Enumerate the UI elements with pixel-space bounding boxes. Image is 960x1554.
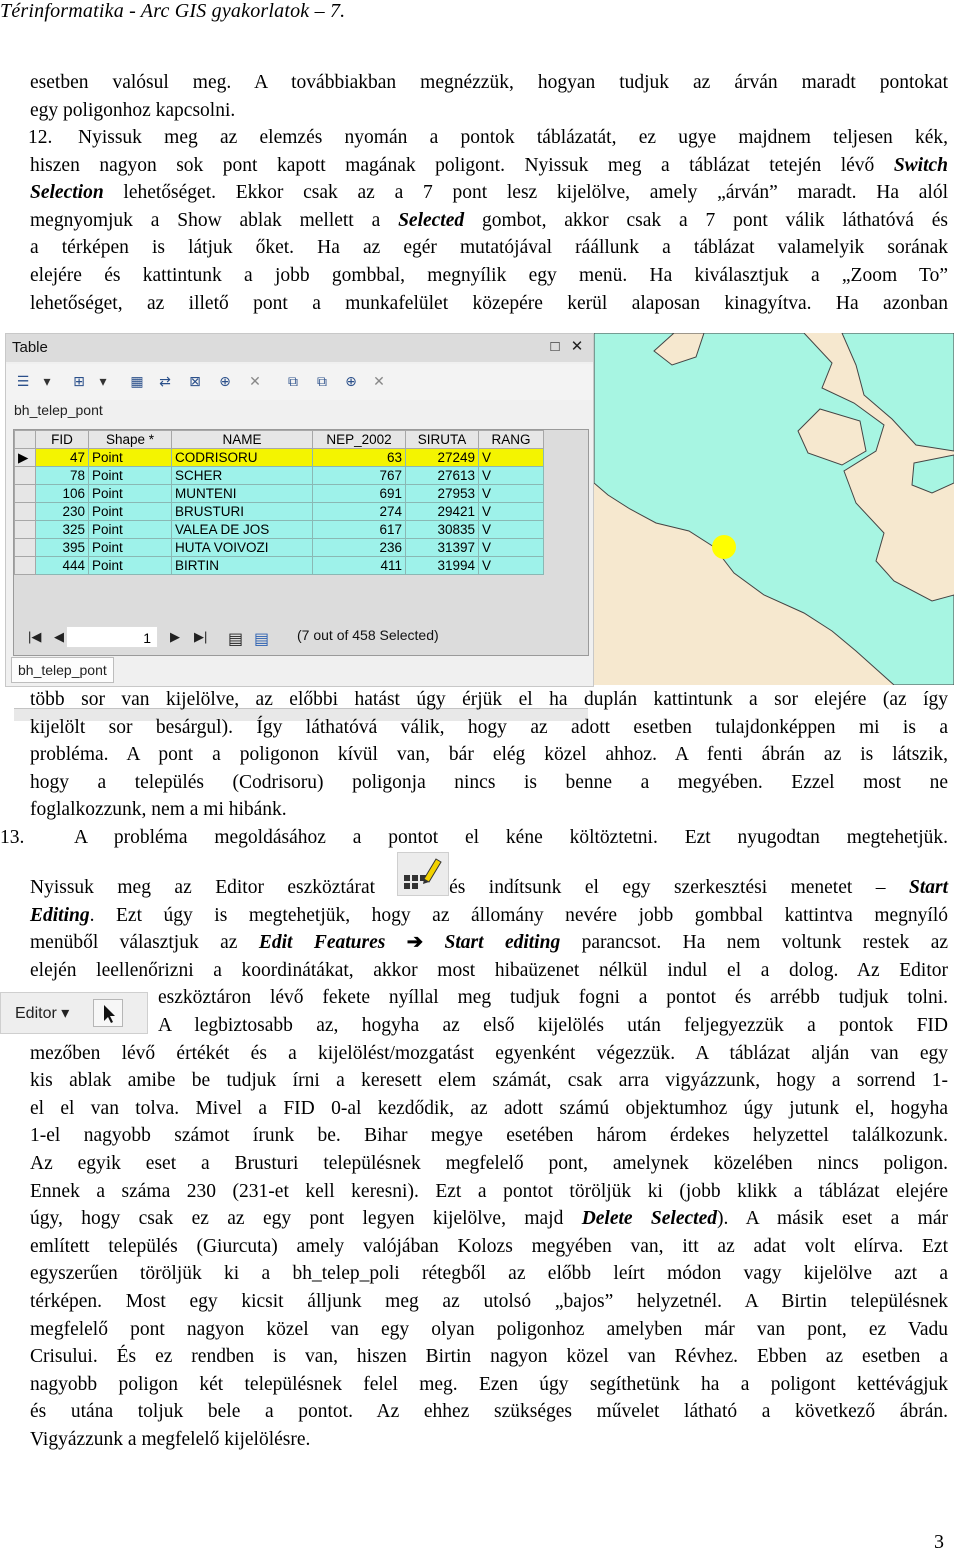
edit-tool-button[interactable] bbox=[93, 999, 123, 1027]
table-cell: 27953 bbox=[406, 485, 479, 503]
table-cell: Point bbox=[89, 485, 172, 503]
current-record-input[interactable]: 1 bbox=[66, 626, 158, 648]
table-cell: Point bbox=[89, 467, 172, 485]
text-line: mezőben lévő értékét és a kijelölést/mozgatást egyenként végezzük. A táblázat alján van egy bbox=[30, 1042, 948, 1064]
selected-point[interactable] bbox=[712, 535, 736, 559]
delete-selected-icon[interactable]: ✕ bbox=[249, 373, 261, 389]
row-selector[interactable] bbox=[15, 485, 36, 503]
row-selector[interactable] bbox=[15, 503, 36, 521]
row-selector[interactable] bbox=[15, 521, 36, 539]
row-selector[interactable] bbox=[15, 557, 36, 575]
text-line: kis ablak amibe be tudjuk írni a keresett elem számát, csak arra vigyázzunk, hogy a sorrend 1- bbox=[30, 1070, 948, 1092]
text-line: hiszen nagyon sok pont kapott magának poligont. Nyissuk meg a táblázat tetején lévő Switch bbox=[30, 154, 948, 176]
text-line: kijelölt sor besárgul). Így láthatóvá válik, hogy az adott esetben tulajdonképpen mi is a bbox=[30, 716, 948, 738]
table-cell: 617 bbox=[313, 521, 406, 539]
table-toolbar bbox=[6, 364, 593, 400]
list-number: 13. bbox=[0, 827, 25, 848]
editor-toolbar-icon bbox=[397, 852, 449, 896]
table-cell: 30835 bbox=[406, 521, 479, 539]
table-cell: VALEA DE JOS bbox=[172, 521, 313, 539]
table-cell: 236 bbox=[313, 539, 406, 557]
table-cell: CODRISORU bbox=[172, 449, 313, 467]
column-header[interactable]: RANG bbox=[479, 431, 544, 449]
table-window-titlebar bbox=[6, 334, 593, 362]
dropdown-arrow-icon[interactable]: ▾ bbox=[99, 373, 107, 389]
text-line: probléma. A pont a poligonon kívül van, bár elég közel ahhoz. A fenti ábrán az is látszik, bbox=[30, 744, 948, 766]
text-line: lehetőséget, az illető pont a munkafelület közepére kerül alaposan kinagyítva. Ha azonban bbox=[30, 292, 948, 314]
text-line: Az egyik eset a Brusturi településnek megfelelő pont, amelynek közelében nincs poligon. bbox=[30, 1152, 948, 1174]
attribute-table-grid bbox=[13, 429, 589, 656]
close-icon[interactable]: ✕ bbox=[570, 338, 584, 355]
edit-pencil-icon bbox=[398, 853, 448, 895]
column-header[interactable]: SIRUTA bbox=[406, 431, 479, 449]
table-cell: 47 bbox=[36, 449, 89, 467]
table-cell: V bbox=[479, 485, 544, 503]
text-line: Nyissuk meg az Editor eszköztárat és indítsunk el egy szerkesztési menetet – Start bbox=[30, 877, 949, 898]
layer-tab[interactable]: bh_telep_pont bbox=[11, 657, 114, 683]
list-item-12 bbox=[30, 124, 948, 317]
table-cell: 31397 bbox=[406, 539, 479, 557]
text-line: Crisului. És ez rendben is van, hiszen Birtin nagyon közel van Révhez. Ebben az esetben a bbox=[30, 1346, 948, 1368]
text-line: eszköztáron lévő fekete nyíllal meg tudjuk fogni a pontot és arrébb tudjuk tolni. bbox=[158, 987, 948, 1009]
table-cell: 78 bbox=[36, 467, 89, 485]
select-by-attributes-icon[interactable]: ▦ bbox=[130, 373, 144, 389]
text-line: Vigyázzunk a megfelelő kijelölésre. bbox=[30, 1428, 311, 1450]
table-cell: 444 bbox=[36, 557, 89, 575]
zoom-to-selected-icon[interactable]: ⊕ bbox=[219, 373, 231, 389]
editor-toolbar bbox=[0, 992, 148, 1034]
delete-icon[interactable]: ✕ bbox=[373, 373, 385, 389]
text-line: elején leellenőrizni a koordinátákat, akkor most hibaüzenet nélkül indul el a dolog. Az Editor bbox=[30, 959, 948, 981]
table-cell: 691 bbox=[313, 485, 406, 503]
continuation-paragraph bbox=[30, 686, 948, 824]
text-line: hogy a település (Codrisoru) poligonja nincs is benne a megyében. Ezzel most ne bbox=[30, 771, 948, 793]
text-line: Ennek a száma 230 (231-et kell keresni). Ezt a pontot töröljük ki (jobb klikk a táblázat elejére bbox=[30, 1180, 948, 1202]
row-selector[interactable] bbox=[15, 467, 36, 485]
last-record-icon[interactable]: ▶| bbox=[194, 629, 208, 644]
table-tool-icon[interactable]: ⧉ bbox=[317, 373, 327, 389]
text-line: megnyomjuk a Show ablak mellett a Selected gombot, akkor csak a 7 pont válik láthatóvá és bbox=[30, 209, 948, 231]
table-cell: HUTA VOIVOZI bbox=[172, 539, 313, 557]
table-cell: 395 bbox=[36, 539, 89, 557]
table-cell: 274 bbox=[313, 503, 406, 521]
text-line: elejére és kattintunk a jobb gombbal, megnyílik egy menü. Ha kiválasztjuk a „Zoom To” bbox=[30, 264, 948, 286]
table-options-icon[interactable]: ☰ bbox=[16, 373, 30, 389]
zoom-icon[interactable]: ⊕ bbox=[345, 373, 357, 389]
list-item-13-body bbox=[30, 874, 948, 1453]
table-cell: 31994 bbox=[406, 557, 479, 575]
column-header[interactable]: NEP_2002 bbox=[313, 431, 406, 449]
table-cell: 767 bbox=[313, 467, 406, 485]
table-cell: V bbox=[479, 521, 544, 539]
text-line: el el van tolva. Mivel a FID 0-al kezdődik, az adott számú objektumhoz úgy jutunk el, hogyha bbox=[30, 1097, 948, 1119]
intro-paragraph bbox=[30, 69, 948, 124]
table-cell: BIRTIN bbox=[172, 557, 313, 575]
table-cell: 27613 bbox=[406, 467, 479, 485]
text-line: több sor van kijelölve, az előbbi hatást úgy érjük el ha duplán kattintunk a sor elejére (az így bbox=[30, 689, 948, 710]
table-cell: BRUSTURI bbox=[172, 503, 313, 521]
table-cell: 325 bbox=[36, 521, 89, 539]
column-header[interactable]: NAME bbox=[172, 431, 313, 449]
table-row[interactable] bbox=[15, 467, 544, 485]
related-tables-icon[interactable]: ⊞ bbox=[73, 373, 85, 389]
selection-count: (7 out of 458 Selected) bbox=[297, 627, 439, 643]
text-line: A legbiztosabb az, hogyha az első kijelölés után feljegyezzük a pontok FID bbox=[158, 1014, 948, 1036]
table-cell: Point bbox=[89, 503, 172, 521]
text-line: A probléma megoldásához a pontot el kéne költöztetni. Ezt nyugodtan megtehetjük. bbox=[74, 827, 948, 848]
table-row[interactable] bbox=[15, 521, 544, 539]
row-selector-icon[interactable]: ▶ bbox=[15, 449, 36, 467]
dropdown-arrow-icon[interactable]: ▾ bbox=[43, 373, 51, 389]
list-item-13 bbox=[0, 824, 948, 852]
table-layer-name: bh_telep_pont bbox=[14, 402, 103, 418]
table-cell: Point bbox=[89, 521, 172, 539]
show-all-records-icon[interactable]: ▤ bbox=[228, 631, 244, 648]
clear-selection-icon[interactable]: ⊠ bbox=[189, 373, 201, 389]
table-row[interactable] bbox=[15, 557, 544, 575]
text-line: úgy, hogy csak ez az egy pont legyen kijelölve, majd Delete Selected). A másik eset a már bbox=[30, 1208, 948, 1230]
page-number: 3 bbox=[934, 1531, 944, 1553]
record-navigation bbox=[14, 624, 586, 650]
text-line: Nyissuk meg az elemzés nyomán a pontok táblázatát, ez ugye majdnem teljesen kék, bbox=[78, 127, 948, 148]
table-cell: V bbox=[479, 557, 544, 575]
attribute-table bbox=[14, 430, 544, 575]
first-record-icon[interactable]: |◀ bbox=[28, 629, 42, 644]
row-header-corner bbox=[15, 431, 36, 449]
text-line: és utána toljuk bele a pontot. Az ehhez szükséges művelet látható a következő ábrán. bbox=[30, 1401, 948, 1423]
table-cell: 29421 bbox=[406, 503, 479, 521]
text-line: 1-el nagyobb számot írunk be. Bihar megye esetében három érdekes helyzettel találkozunk. bbox=[30, 1125, 948, 1147]
table-cell: Point bbox=[89, 539, 172, 557]
table-cell: MUNTENI bbox=[172, 485, 313, 503]
table-cell: 27249 bbox=[406, 449, 479, 467]
arcgis-table-window bbox=[5, 333, 594, 687]
table-cell: 411 bbox=[313, 557, 406, 575]
editor-menu-button[interactable]: Editor ▾ bbox=[15, 1005, 70, 1022]
map-view[interactable] bbox=[594, 333, 954, 685]
text-line: nagyobb poligon két településnek felel meg. Ezen úgy segíthetünk ha a poligont kettévágjuk bbox=[30, 1373, 948, 1395]
column-header[interactable]: Shape * bbox=[89, 431, 172, 449]
text-line: esetben valósul meg. A továbbiakban megnézzük, hogyan tudjuk az árván maradt pontokat bbox=[30, 72, 948, 93]
table-cell: 63 bbox=[313, 449, 406, 467]
column-header[interactable]: FID bbox=[36, 431, 89, 449]
table-cell: 230 bbox=[36, 503, 89, 521]
maximize-icon[interactable]: □ bbox=[550, 338, 560, 355]
table-cell: Point bbox=[89, 557, 172, 575]
table-tool-icon[interactable]: ⧉ bbox=[288, 373, 298, 389]
text-line: Selection lehetőséget. Ekkor csak az a 7 pont lesz kijelölve, amely „árván” maradt. Ha alól bbox=[30, 182, 948, 204]
black-arrow-icon bbox=[94, 1000, 122, 1026]
table-cell: SCHER bbox=[172, 467, 313, 485]
table-window-title: Table bbox=[12, 339, 48, 356]
row-selector[interactable] bbox=[15, 539, 36, 557]
text-line: egy poligonhoz kapcsolni. bbox=[30, 99, 236, 121]
table-row[interactable] bbox=[15, 539, 544, 557]
text-line: menüből választjuk az Edit Features ➔ Start editing parancsot. Ha nem voltunk restek az bbox=[30, 932, 949, 954]
previous-record-icon[interactable]: ◀ bbox=[54, 629, 64, 644]
running-header: Térinformatika - Arc GIS gyakorlatok – 7. bbox=[0, 0, 346, 22]
table-cell: V bbox=[479, 539, 544, 557]
list-number: 12. bbox=[28, 127, 53, 148]
text-line: megfelelő pont nagyon közel van egy olyan poligonhoz amelyben már van pont, ez Vadu bbox=[30, 1318, 948, 1340]
table-row[interactable] bbox=[15, 485, 544, 503]
text-line: a térképen is látjuk őket. Ha az egér mutatójával ráállunk a táblázat valamelyik sorának bbox=[30, 237, 948, 259]
switch-selection-icon[interactable]: ⇄ bbox=[159, 373, 171, 389]
table-cell: V bbox=[479, 467, 544, 485]
table-cell: V bbox=[479, 449, 544, 467]
table-cell: 106 bbox=[36, 485, 89, 503]
table-row[interactable] bbox=[15, 503, 544, 521]
table-cell: Point bbox=[89, 449, 172, 467]
text-line: foglalkozzunk, nem a mi hibánk. bbox=[30, 799, 287, 821]
text-line: egyszerűen töröljük ki a bh_telep_poli rétegből az előbb leírt módon vagy kijelölve azt a bbox=[30, 1263, 948, 1285]
text-line: térképen. Most egy kicsit álljunk meg az utolsó „bajos” helyzetnél. A Birtin településnek bbox=[30, 1290, 948, 1312]
show-selected-records-icon[interactable]: ▤ bbox=[254, 631, 270, 648]
table-row[interactable] bbox=[15, 449, 544, 467]
next-record-icon[interactable]: ▶ bbox=[170, 629, 180, 644]
text-line: említett település (Giurcuta) amely valójában Kolozs megyében van, itt az adat volt elírva. Ezt bbox=[30, 1235, 948, 1257]
text-line: Editing. Ezt úgy is megtehetjük, hogy az állomány nevére jobb gombbal kattintva megnyíló bbox=[30, 904, 948, 926]
table-cell: V bbox=[479, 503, 544, 521]
